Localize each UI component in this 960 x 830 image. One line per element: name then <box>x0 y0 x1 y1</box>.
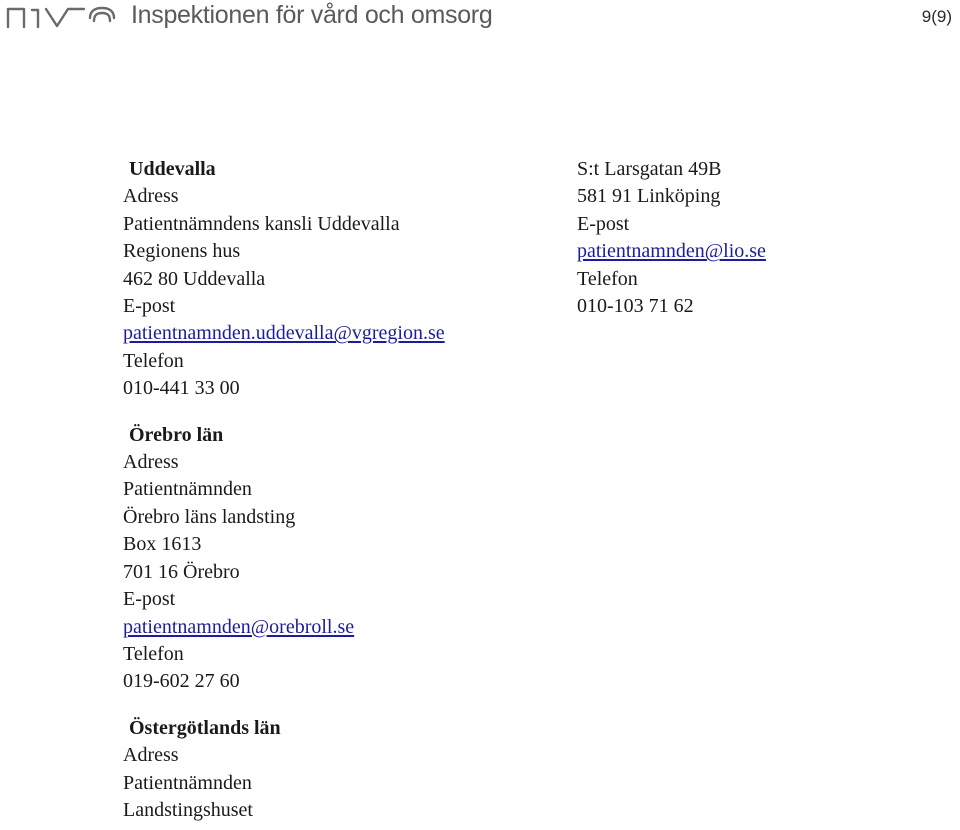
email-label: E-post <box>577 212 630 235</box>
email-label: E-post <box>123 295 176 318</box>
address-line: 701 16 Örebro <box>123 560 240 583</box>
page-header <box>0 0 960 36</box>
left-column <box>123 156 543 824</box>
email-label: E-post <box>123 588 176 611</box>
region-heading: Örebro län <box>129 423 224 446</box>
address-line: Patientnämnden <box>123 771 252 794</box>
phone-label: Telefon <box>123 642 184 665</box>
address-line: Patientnämndens kansli Uddevalla <box>123 212 400 235</box>
region-heading: Östergötlands län <box>129 716 281 739</box>
address-line: 462 80 Uddevalla <box>123 267 266 290</box>
phone-label: Telefon <box>577 267 638 290</box>
address-label: Adress <box>123 744 179 767</box>
phone-number: 019-602 27 60 <box>123 670 240 693</box>
contact-block-uddevalla <box>123 156 543 403</box>
address-line: Patientnämnden <box>123 478 252 501</box>
address-line: 581 91 Linköping <box>577 185 721 208</box>
right-column <box>577 156 947 320</box>
address-line: S:t Larsgatan 49B <box>577 158 722 180</box>
address-line: Regionens hus <box>123 240 241 263</box>
organization-name: Inspektionen för vård och omsorg <box>131 1 493 29</box>
page-number: 9(9) <box>921 7 952 26</box>
address-label: Adress <box>123 185 179 208</box>
phone-number: 010-441 33 00 <box>123 377 240 400</box>
contact-block-ostergotland <box>123 715 543 825</box>
contact-block-orebro <box>123 422 543 696</box>
address-line: Landstingshuset <box>123 798 253 821</box>
address-line: Örebro läns landsting <box>123 505 296 528</box>
email-link[interactable]: patientnamnden@orebroll.se <box>123 615 355 638</box>
email-link[interactable]: patientnamnden@lio.se <box>577 240 766 263</box>
region-heading: Uddevalla <box>129 158 216 180</box>
contact-block-ostergotland-continued <box>577 156 947 320</box>
ivo-logo-icon <box>6 5 124 29</box>
email-link[interactable]: patientnamnden.uddevalla@vgregion.se <box>123 322 445 345</box>
address-label: Adress <box>123 451 179 474</box>
phone-label: Telefon <box>123 349 184 372</box>
phone-number: 010-103 71 62 <box>577 295 694 318</box>
address-line: Box 1613 <box>123 533 202 556</box>
